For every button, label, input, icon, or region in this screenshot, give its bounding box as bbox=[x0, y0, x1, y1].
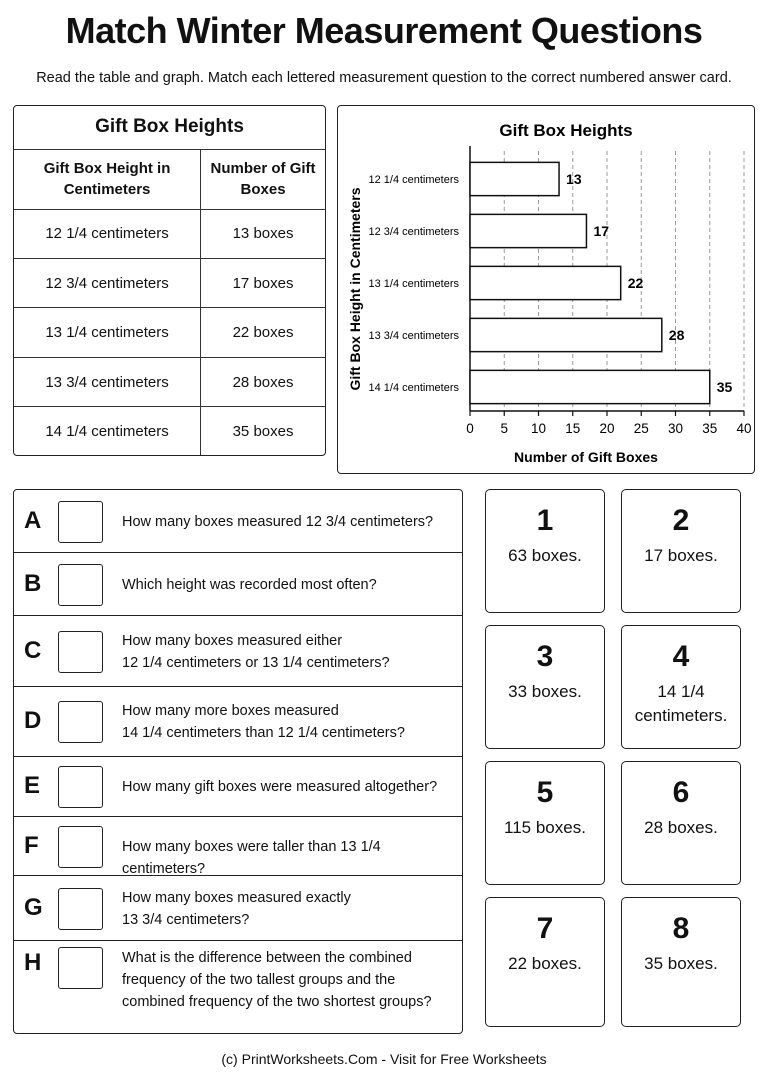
bar-chart bbox=[337, 105, 755, 474]
question-row-a bbox=[14, 490, 462, 553]
footer-credit: (c) PrintWorksheets.Com - Visit for Free Worksheets bbox=[221, 1051, 547, 1067]
x-tick-label: 10 bbox=[530, 421, 547, 436]
card-answer-line: 33 boxes. bbox=[508, 682, 582, 701]
question-text bbox=[122, 511, 454, 533]
x-tick-label: 35 bbox=[702, 421, 718, 436]
question-text-line: How many boxes were taller than 13 1/4 centimeters? bbox=[122, 838, 381, 877]
table-header-count: Number of Gift Boxes bbox=[201, 149, 325, 209]
question-letter: C bbox=[24, 636, 42, 664]
card-number: 6 bbox=[672, 776, 690, 809]
bar bbox=[470, 318, 662, 351]
question-text bbox=[122, 700, 454, 744]
bar bbox=[470, 266, 621, 299]
table-cell: 28 boxes bbox=[201, 357, 325, 406]
data-label: 22 bbox=[627, 275, 644, 291]
question-row-d bbox=[14, 687, 462, 757]
answer-box-a[interactable] bbox=[58, 501, 103, 543]
card-answer bbox=[486, 680, 604, 704]
question-text bbox=[122, 630, 454, 674]
question-letter: G bbox=[24, 893, 43, 921]
question-text-line: frequency of the two tallest groups and the bbox=[122, 972, 396, 988]
answer-box-b[interactable] bbox=[58, 564, 103, 606]
answer-box-g[interactable] bbox=[58, 888, 103, 930]
question-text-line: How many boxes measured 12 3/4 centimeters? bbox=[122, 513, 434, 530]
category-label: 13 3/4 centimeters bbox=[368, 330, 459, 342]
answer-box-h[interactable] bbox=[58, 947, 103, 989]
card-number: 2 bbox=[672, 504, 690, 537]
bar bbox=[470, 162, 559, 195]
table-cell: 13 3/4 centimeters bbox=[14, 357, 201, 406]
question-letter: F bbox=[24, 831, 39, 859]
answer-card-5 bbox=[485, 761, 605, 885]
answer-box-c[interactable] bbox=[58, 631, 103, 673]
question-text-line: What is the difference between the combined bbox=[122, 950, 412, 966]
question-list bbox=[13, 489, 463, 1034]
chart-title: Gift Box Heights bbox=[499, 121, 633, 140]
x-tick-label: 40 bbox=[736, 421, 752, 436]
answer-card-3 bbox=[485, 625, 605, 749]
answer-card-8 bbox=[621, 897, 741, 1027]
category-label: 14 1/4 centimeters bbox=[368, 382, 459, 394]
question-row-c bbox=[14, 616, 462, 687]
data-label: 17 bbox=[593, 223, 610, 239]
bar bbox=[470, 214, 586, 247]
question-row-b bbox=[14, 553, 462, 616]
answer-card-2 bbox=[621, 489, 741, 613]
question-text-line: How many boxes measured exactly bbox=[122, 889, 351, 906]
card-answer bbox=[486, 952, 604, 976]
chart-svg bbox=[338, 106, 756, 475]
card-answer-line: 63 boxes. bbox=[508, 546, 582, 565]
data-label: 35 bbox=[716, 379, 733, 395]
table-row bbox=[14, 357, 325, 406]
category-label: 12 1/4 centimeters bbox=[368, 174, 459, 186]
card-answer-line: 22 boxes. bbox=[508, 954, 582, 973]
table-cell: 14 1/4 centimeters bbox=[14, 407, 201, 455]
card-answer bbox=[622, 544, 740, 568]
question-text bbox=[122, 836, 454, 880]
table-caption: Gift Box Heights bbox=[14, 106, 325, 149]
card-answer bbox=[486, 544, 604, 568]
question-letter: E bbox=[24, 772, 41, 799]
card-number: 8 bbox=[672, 912, 690, 945]
question-text-line: 12 1/4 centimeters or 13 1/4 centimeters? bbox=[122, 654, 390, 671]
card-answer-line: 28 boxes. bbox=[644, 818, 718, 837]
question-row-g bbox=[14, 876, 462, 941]
question-row-h bbox=[14, 941, 462, 1034]
card-number: 3 bbox=[536, 640, 554, 673]
table-row bbox=[14, 308, 325, 357]
question-letter: B bbox=[24, 569, 42, 597]
card-answer-line: 17 boxes. bbox=[644, 546, 718, 565]
answer-card-4 bbox=[621, 625, 741, 749]
question-text-line: How many boxes measured either bbox=[122, 632, 343, 649]
answer-box-f[interactable] bbox=[58, 826, 103, 868]
table-cell: 22 boxes bbox=[201, 308, 325, 357]
x-tick-label: 5 bbox=[500, 421, 509, 436]
question-text bbox=[122, 574, 454, 596]
question-letter: D bbox=[24, 707, 42, 734]
table-cell: 12 3/4 centimeters bbox=[14, 258, 201, 307]
card-number: 7 bbox=[536, 912, 554, 945]
table-cell: 17 boxes bbox=[201, 258, 325, 307]
card-answer-line: 14 1/4 bbox=[657, 682, 705, 701]
card-answer bbox=[622, 952, 740, 976]
card-answer-line: 115 boxes. bbox=[504, 818, 586, 837]
x-tick-label: 15 bbox=[565, 421, 581, 436]
data-label: 13 bbox=[566, 171, 582, 187]
answer-card-6 bbox=[621, 761, 741, 885]
table-cell: 13 1/4 centimeters bbox=[14, 308, 201, 357]
table-cell: 12 1/4 centimeters bbox=[14, 209, 201, 258]
card-number: 5 bbox=[536, 776, 554, 809]
table-row bbox=[14, 258, 325, 307]
question-text-line: combined frequency of the two shortest groups? bbox=[122, 994, 432, 1010]
table-row bbox=[14, 407, 325, 455]
category-label: 13 1/4 centimeters bbox=[368, 278, 459, 290]
card-answer-line: centimeters. bbox=[634, 706, 728, 725]
card-number: 1 bbox=[536, 504, 554, 537]
question-text bbox=[122, 776, 454, 798]
x-tick-label: 20 bbox=[599, 421, 615, 436]
question-text-line: How many more boxes measured bbox=[122, 703, 339, 719]
page-title: Match Winter Measurement Questions bbox=[65, 10, 703, 51]
answer-card-1 bbox=[485, 489, 605, 613]
question-row-f bbox=[14, 817, 462, 876]
card-number: 4 bbox=[672, 640, 690, 673]
table-cell: 35 boxes bbox=[201, 407, 325, 455]
card-answer bbox=[486, 816, 604, 840]
bar bbox=[470, 370, 710, 403]
category-label: 12 3/4 centimeters bbox=[368, 226, 459, 238]
question-text-line: Which height was recorded most often? bbox=[122, 576, 377, 593]
card-answer bbox=[622, 816, 740, 840]
x-tick-label: 25 bbox=[633, 421, 649, 436]
instructions: Read the table and graph. Match each lettered measurement question to the correct numbered answer card. bbox=[36, 70, 732, 86]
data-label: 28 bbox=[668, 327, 685, 343]
question-text bbox=[122, 947, 454, 1013]
table-header-height: Gift Box Height in Centimeters bbox=[14, 149, 201, 209]
question-text-line: 14 1/4 centimeters than 12 1/4 centimeters? bbox=[122, 725, 405, 741]
x-tick-label: 30 bbox=[667, 421, 684, 436]
table-row bbox=[14, 209, 325, 258]
question-row-e bbox=[14, 757, 462, 817]
answer-card-7 bbox=[485, 897, 605, 1027]
card-answer bbox=[622, 680, 740, 728]
question-text bbox=[122, 887, 454, 931]
answer-box-e[interactable] bbox=[58, 766, 103, 808]
card-answer-line: 35 boxes. bbox=[644, 954, 718, 973]
chart-x-axis-label: Number of Gift Boxes bbox=[514, 449, 658, 465]
chart-y-axis-label: Gift Box Height in Centimeters bbox=[347, 187, 363, 391]
answer-box-d[interactable] bbox=[58, 701, 103, 743]
x-tick-label: 0 bbox=[466, 421, 474, 436]
question-letter: H bbox=[24, 949, 42, 976]
question-text-line: How many gift boxes were measured altogether? bbox=[122, 779, 438, 795]
frequency-table bbox=[13, 105, 326, 456]
question-text-line: 13 3/4 centimeters? bbox=[122, 911, 250, 928]
question-letter: A bbox=[24, 506, 42, 534]
table-cell: 13 boxes bbox=[201, 209, 325, 258]
